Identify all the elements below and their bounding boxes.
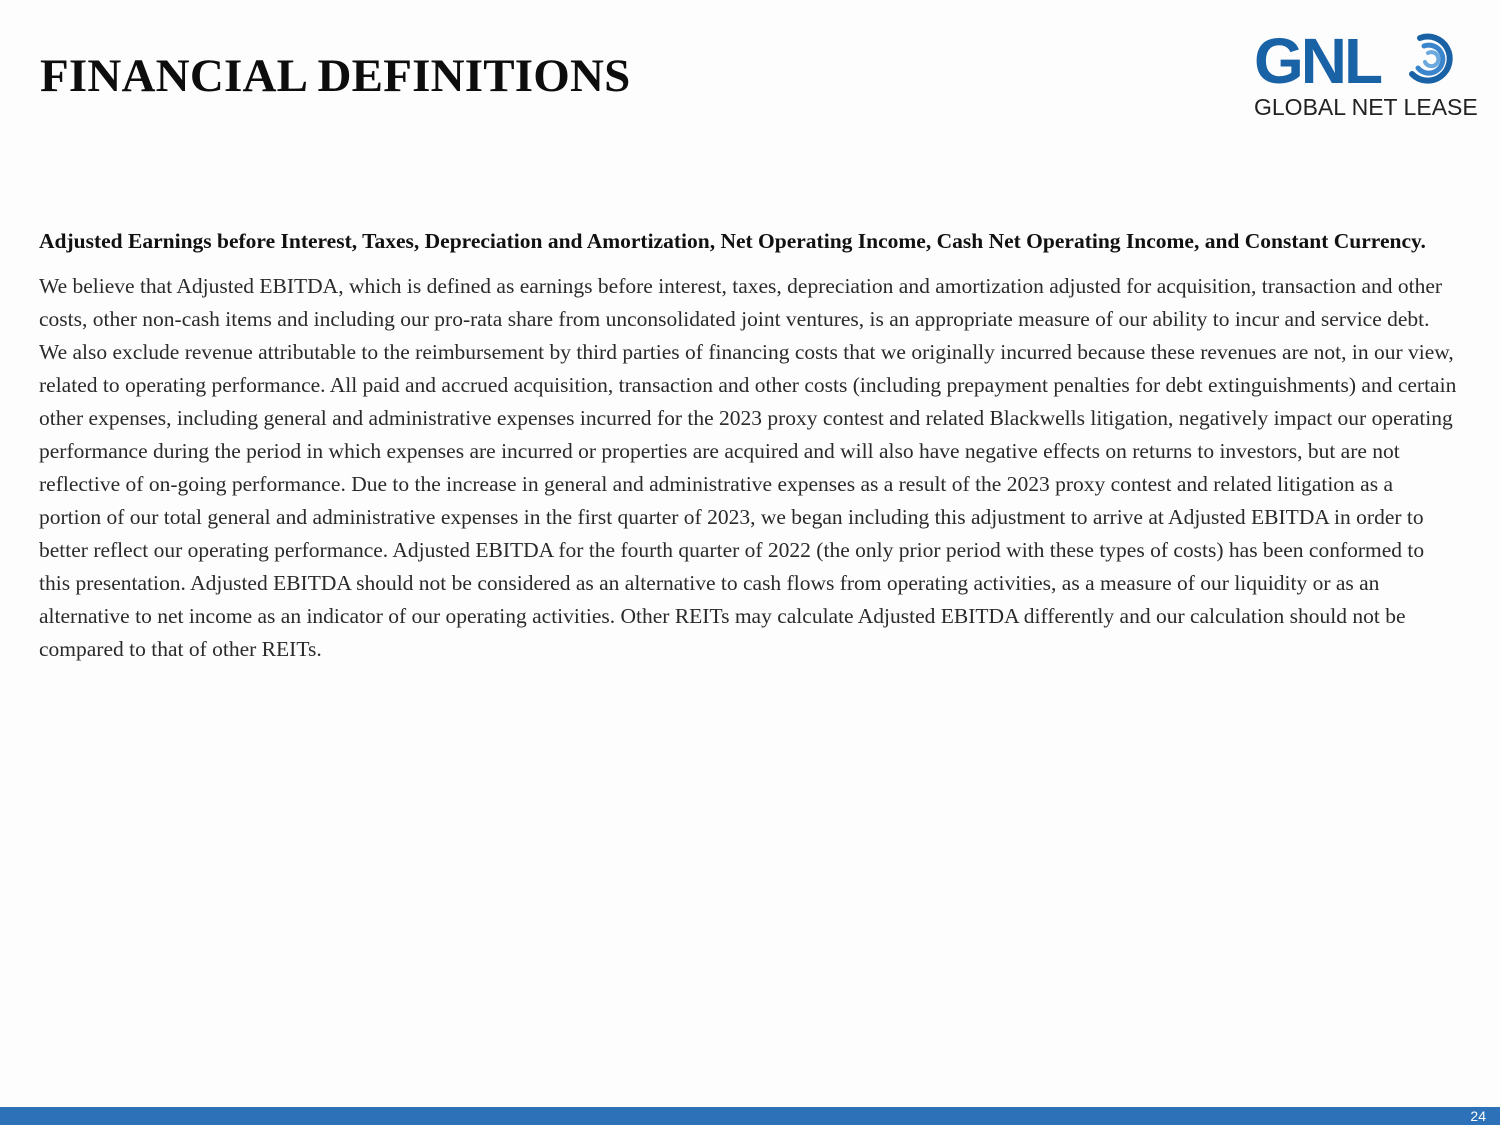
company-logo xyxy=(1250,22,1478,126)
page-title: FINANCIAL DEFINITIONS xyxy=(40,50,631,102)
footer-bar xyxy=(0,1107,1500,1125)
swirl-logo-icon xyxy=(1400,26,1464,90)
section-heading: Adjusted Earnings before Interest, Taxes, Depreciation and Amortization, Net Operating Income, Cash Net Operating Income, and Constant Currency. xyxy=(39,229,1426,253)
logo-wordmark: GNL xyxy=(1254,25,1381,97)
logo-tagline: GLOBAL NET LEASE xyxy=(1254,94,1478,120)
page-number: 24 xyxy=(1470,1108,1486,1124)
definition-section xyxy=(39,225,1459,666)
definition-paragraph: We believe that Adjusted EBITDA, which is defined as earnings before interest, taxes, depreciation and amortization adjusted for acquisition, transaction and other costs, other non-cash items and including our pro-rata share from unconsolidated joint ventures, is an appropriate measure of our ability to incur and service debt. We also exclude revenue attributable to the reimbursement by third parties of financing costs that we originally incurred because these revenues are not, in our view, related to operating performance. All paid and accrued acquisition, transaction and other costs (including prepayment penalties for debt extinguishments) and certain other expenses, including general and administrative expenses incurred for the 2023 proxy contest and related Blackwells litigation, negatively impact our operating performance during the period in which expenses are incurred or properties are acquired and will also have negative effects on returns to investors, but are not reflective of on-going performance. Due to the increase in general and administrative expenses as a result of the 2023 proxy contest and related litigation as a portion of our total general and administrative expenses in the first quarter of 2023, we began including this adjustment to arrive at Adjusted EBITDA in order to better reflect our operating performance. Adjusted EBITDA for the fourth quarter of 2022 (the only prior period with these types of costs) has been conformed to this presentation. Adjusted EBITDA should not be considered as an alternative to cash flows from operating activities, as a measure of our liquidity or as an alternative to net income as an indicator of our operating activities. Other REITs may calculate Adjusted EBITDA differently and our calculation should not be compared to that of other REITs. xyxy=(39,274,1457,661)
